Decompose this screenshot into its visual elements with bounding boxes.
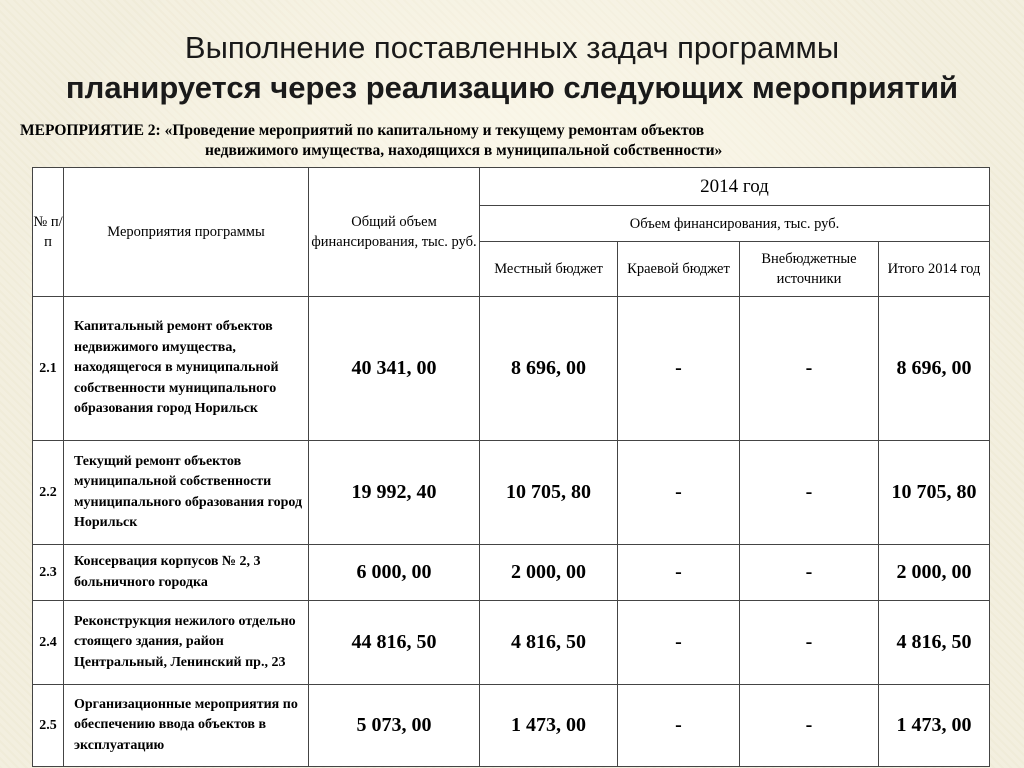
row-activity-name: Реконструкция нежилого отдельно стоящего здания, район Центральный, Ленинский пр., 23 <box>64 601 309 685</box>
row-extrabudget: - <box>740 297 879 441</box>
row-year-total: 1 473, 00 <box>879 685 990 767</box>
row-local-budget: 10 705, 80 <box>480 441 618 545</box>
slide-title-line-1: Выполнение поставленных задач программы <box>184 30 840 65</box>
row-regional-budget: - <box>618 441 740 545</box>
row-total-volume: 5 073, 00 <box>309 685 480 767</box>
row-number: 2.4 <box>33 601 64 685</box>
slide-title <box>0 28 1024 108</box>
row-extrabudget: - <box>740 685 879 767</box>
table-row <box>33 601 990 685</box>
row-regional-budget: - <box>618 545 740 601</box>
header-year: 2014 год <box>480 168 990 206</box>
header-activities: Мероприятия программы <box>64 168 309 297</box>
row-local-budget: 1 473, 00 <box>480 685 618 767</box>
row-activity-name: Текущий ремонт объектов муниципальной собственности муниципального образования город Норильск <box>64 441 309 545</box>
row-total-volume: 44 816, 50 <box>309 601 480 685</box>
header-funding: Объем финансирования, тыс. руб. <box>480 206 990 242</box>
row-year-total: 10 705, 80 <box>879 441 990 545</box>
header-num: № п/п <box>33 168 64 297</box>
row-number: 2.2 <box>33 441 64 545</box>
slide-title-line-2: планируется через реализацию следующих мероприятий <box>65 70 959 105</box>
row-regional-budget: - <box>618 297 740 441</box>
activity-subtitle-line-2: недвижимого имущества, находящихся в муниципальной собственности» <box>205 142 723 159</box>
row-year-total: 4 816, 50 <box>879 601 990 685</box>
row-regional-budget: - <box>618 685 740 767</box>
header-total-volume: Общий объем финансирования, тыс. руб. <box>309 168 480 297</box>
row-number: 2.1 <box>33 297 64 441</box>
table-row <box>33 441 990 545</box>
row-total-volume: 40 341, 00 <box>309 297 480 441</box>
row-local-budget: 2 000, 00 <box>480 545 618 601</box>
funding-table <box>32 167 990 767</box>
row-number: 2.5 <box>33 685 64 767</box>
header-total-year: Итого 2014 год <box>879 242 990 297</box>
row-local-budget: 8 696, 00 <box>480 297 618 441</box>
activity-subtitle <box>20 121 1010 161</box>
header-row-1 <box>33 168 990 206</box>
row-activity-name: Организационные мероприятия по обеспечению ввода объектов в эксплуатацию <box>64 685 309 767</box>
row-year-total: 8 696, 00 <box>879 297 990 441</box>
row-year-total: 2 000, 00 <box>879 545 990 601</box>
header-local-budget: Местный бюджет <box>480 242 618 297</box>
row-local-budget: 4 816, 50 <box>480 601 618 685</box>
header-regional-budget: Краевой бюджет <box>618 242 740 297</box>
header-extrabudget: Внебюджетные источники <box>740 242 879 297</box>
row-total-volume: 6 000, 00 <box>309 545 480 601</box>
row-total-volume: 19 992, 40 <box>309 441 480 545</box>
row-regional-budget: - <box>618 601 740 685</box>
activity-subtitle-line-1: МЕРОПРИЯТИЕ 2: «Проведение мероприятий по капитальному и текущему ремонтам объектов <box>20 122 705 139</box>
row-activity-name: Консервация корпусов № 2, 3 больничного городка <box>64 545 309 601</box>
table-row <box>33 297 990 441</box>
row-extrabudget: - <box>740 601 879 685</box>
row-number: 2.3 <box>33 545 64 601</box>
row-extrabudget: - <box>740 441 879 545</box>
table-row <box>33 685 990 767</box>
table-row <box>33 545 990 601</box>
row-extrabudget: - <box>740 545 879 601</box>
row-activity-name: Капитальный ремонт объектов недвижимого имущества, находящегося в муниципальной собственности муниципального образования город Норильск <box>64 297 309 441</box>
